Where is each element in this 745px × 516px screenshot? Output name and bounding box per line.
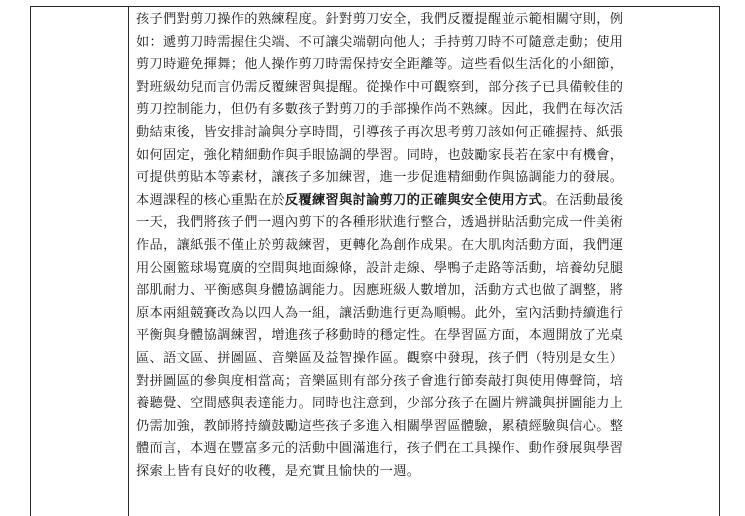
paragraph-line [136,371,716,394]
text-run: 部肌耐力、平衡感與身體協調能力。因應班級人數增加，活動方式也做了調整，將 [136,283,624,299]
table-top-border [30,6,720,7]
paragraph-line [136,393,716,416]
paragraph-line [136,212,716,235]
text-run: 剪刀控制能力，但仍有多數孩子對剪刀的手部操作尚不熟練。因此，我們在每次活 [136,102,624,118]
paragraph-line [136,122,716,145]
paragraph-line [136,235,716,258]
text-run: 一天，我們將孩子們一週內剪下的各種形狀進行整合，透過拼貼活動完成一件美術 [136,215,624,231]
paragraph-line [136,145,716,168]
paragraph-line [136,9,716,32]
bold-text: 反覆練習與討論剪刀的正確與安全使用方式 [284,192,543,208]
text-run: 動結束後，皆安排討論與分享時間，引導孩子再次思考剪刀該如何正確握持、紙張 [136,124,624,140]
table-column-divider [128,6,129,516]
paragraph-line [136,461,716,484]
paragraph-line [136,325,716,348]
paragraph-line [136,348,716,371]
paragraph-line [136,438,716,461]
text-run: 仍需加強，教師將持續鼓勵這些孩子多進入相關學習區體驗，累積經驗與信心。整 [136,418,624,434]
text-run: 探索上皆有良好的收穫，是充實且愉快的一週。 [136,463,421,479]
paragraph-line [136,54,716,77]
text-run: 本週課程的核心重點在於 [136,192,285,208]
text-run: 孩子們對剪刀操作的熟練程度。針對剪刀安全，我們反覆提醒並示範相關守則，例 [136,12,624,27]
text-run: 對班級幼兒而言仍需反覆練習與提醒。從操作中可觀察到，部分孩子已具備較佳的 [136,79,624,95]
paragraph-line [136,32,716,55]
table-left-border [30,6,31,516]
paragraph-line [136,416,716,439]
paragraph-line [136,303,716,326]
text-run: 如：遞剪刀時需握住尖端、不可讓尖端朝向他人；手持剪刀時不可隨意走動；使用 [136,34,624,50]
text-run: 剪刀時避免揮舞；他人操作剪刀時需保持安全距離等。這些看似生活化的小細節， [136,57,624,73]
table-content-cell [136,9,716,483]
text-run: 如何固定，強化精細動作與手眼協調的學習。同時，也鼓勵家長若在家中有機會， [136,147,624,163]
paragraph-line [136,77,716,100]
paragraph-line [136,99,716,122]
text-run: 對拼圖區的參與度相當高；音樂區則有部分孩子會進行節奏敲打與使用傳聲筒，培 [136,373,624,389]
text-run: 原本兩組競賽改為以四人為一組，讓活動進行更為順暢。此外，室內活動持續進行 [136,305,624,321]
text-run: 可提供剪貼本等素材，讓孩子多加練習，進一步促進精細動作與協調能力的發展。 [136,170,624,186]
paragraph-line [136,258,716,281]
text-run: 。在活動最後 [542,192,624,208]
paragraph-line [136,167,716,190]
paragraph-line [136,280,716,303]
text-run: 區、語文區、拼圖區、音樂區及益智操作區。觀察中發現，孩子們（特別是女生） [136,350,624,366]
paragraph-line [136,190,716,213]
table-right-border [719,6,720,516]
text-run: 用公園籃球場寬廣的空間與地面線條，設計走線、學鴨子走路等活動，培養幼兒腿 [136,260,624,276]
text-run: 平衡與身體協調練習，增進孩子移動時的穩定性。在學習區方面，本週開放了光桌 [136,328,624,344]
text-run: 體而言，本週在豐富多元的活動中圓滿進行，孩子們在工具操作、動作發展與學習 [136,441,624,457]
text-run: 養聽覺、空間感與表達能力。同時也注意到，少部分孩子在圖片辨識與拼圖能力上 [136,396,624,412]
text-run: 作品，讓紙張不僅止於剪裁練習，更轉化為創作成果。在大肌肉活動方面，我們運 [136,237,624,253]
